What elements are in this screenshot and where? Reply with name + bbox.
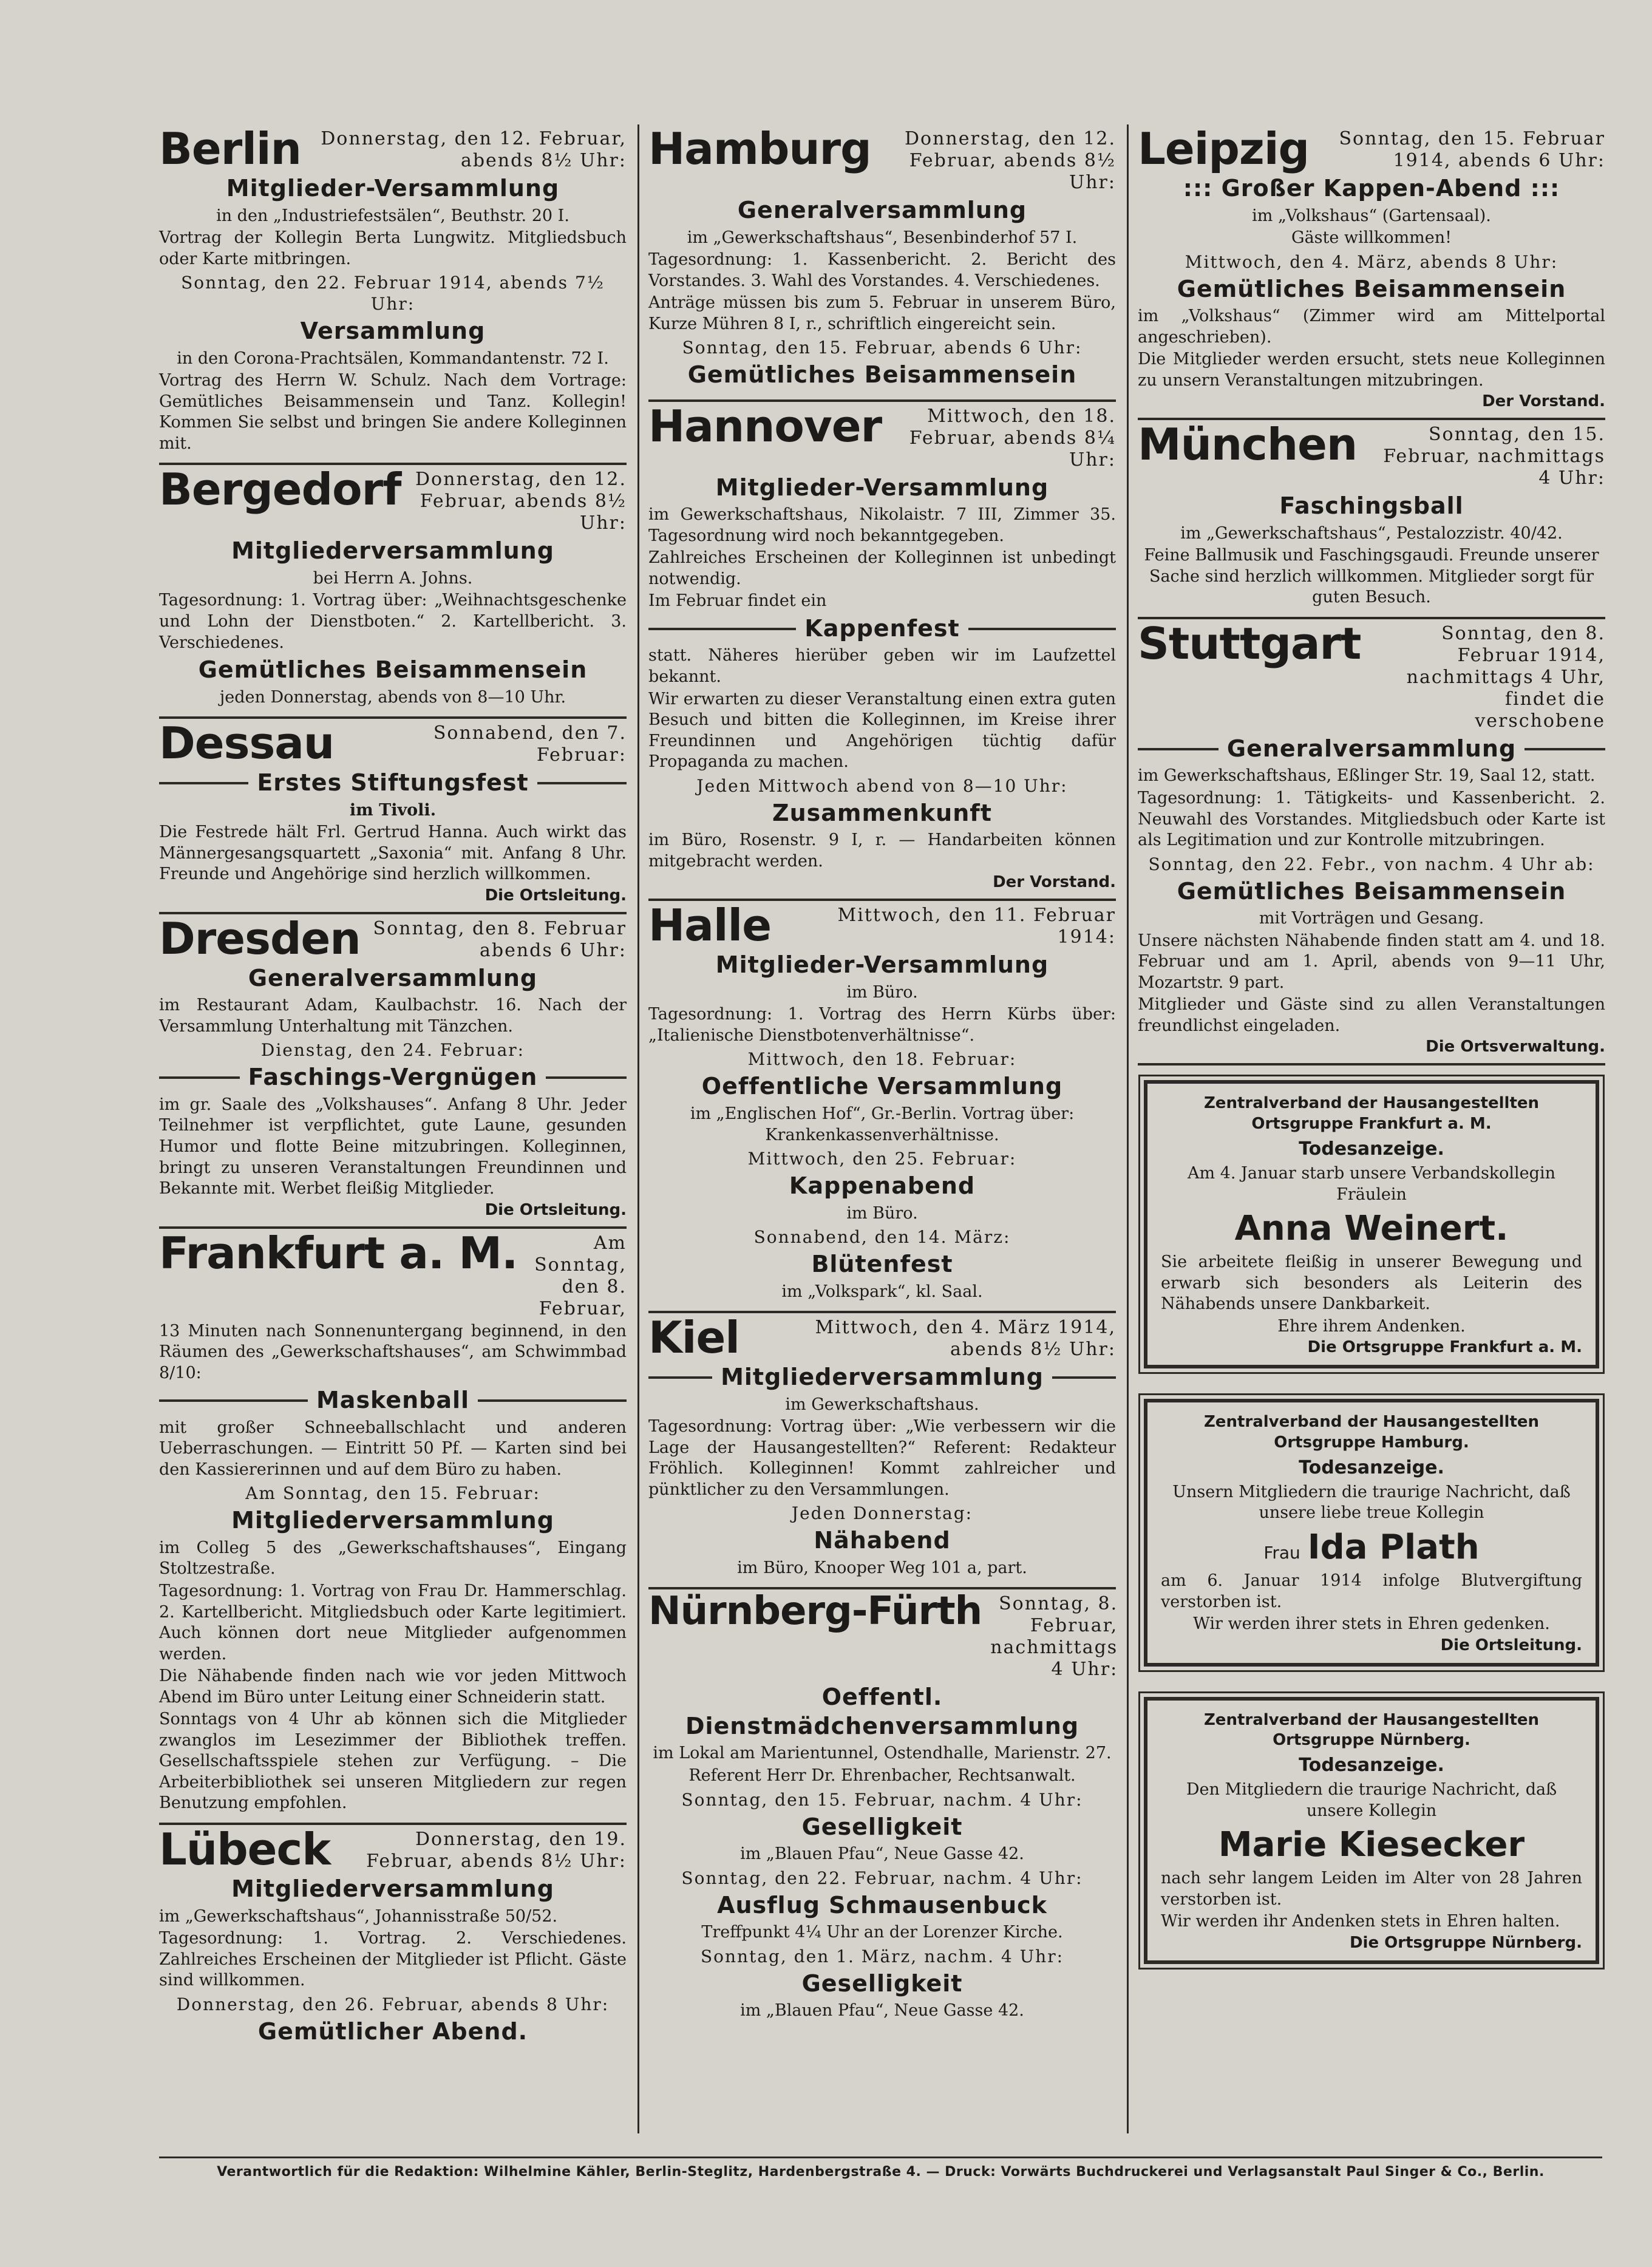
event-date: Mittwoch, den 11. Februar 1914:	[837, 905, 1116, 948]
event-text: statt. Näheres hierüber geben wir im Laufzettel bekannt.	[648, 646, 1116, 687]
event-date: Donnerstag, den 19. Februar, abends 8½ Uhr:	[366, 1829, 627, 1872]
event-venue: in den „Industriefestsälen“, Beuthstr. 20 I.	[216, 206, 569, 225]
event-title: Mitgliederversammlung	[231, 1507, 554, 1534]
event-title-text: Kappenfest	[804, 614, 960, 642]
obituary-prefix: Frau	[1263, 1543, 1300, 1563]
event-title	[648, 614, 1116, 644]
event-text: Die Mitglieder werden ersucht, stets neue Kolleginnen zu unsern Veranstaltungen mitzubringen.	[1138, 350, 1605, 390]
column-right	[1138, 124, 1605, 2133]
event-date: Sonntag, 8. Februar, nachmittags 4 Uhr:	[990, 1593, 1118, 1681]
event-title: Gemütlicher Abend.	[257, 2017, 528, 2045]
obituary-intro: Am 4. Januar starb unsere Verbandskollegin Fräulein	[1188, 1164, 1555, 1204]
event-text: Referent Herr Dr. Ehrenbacher, Rechtsanwalt.	[688, 1766, 1076, 1785]
signature: Die Ortsverwaltung.	[1426, 1038, 1605, 1056]
event-venue: im „Gewerkschaftshaus“, Pestalozzistr. 40/42.	[1180, 523, 1563, 543]
event-date: Sonntag, den 15. Februar 1914, abends 6 Uhr:	[1339, 128, 1605, 171]
city-heading: Dessau	[159, 718, 335, 769]
event-text: Tagesordnung: Vortrag über: „Wie verbessern wir die Lage der Hausangestellten?“ Referent: Redakteur Fröhlich. Kolleginnen! Kommt zahlreicher und pünktlicher zu den Versammlungen.	[648, 1417, 1116, 1499]
event-title-text: Maskenball	[316, 1387, 470, 1414]
notice-hamburg	[648, 124, 1116, 402]
event-text: Treffpunkt 4¼ Uhr an der Lorenzer Kirche.	[701, 1923, 1063, 1942]
event-venue: im „Blauen Pfau“, Neue Gasse 42.	[740, 1844, 1024, 1864]
city-heading: Berlin	[159, 123, 301, 174]
signature: Die Ortsleitung.	[484, 886, 627, 905]
obituary-label: Todesanzeige.	[1299, 1755, 1444, 1776]
event-venue: im Büro, Knooper Weg 101 a, part.	[737, 1558, 1027, 1577]
event-text: Feine Ballmusik und Faschingsgaudi. Freunde unserer Sache sind herzlich willkommen. Mitglieder sorgt für guten Besuch.	[1144, 546, 1599, 607]
event-date: Am Sonntag, den 15. Februar:	[245, 1483, 540, 1504]
event-title: Mitglieder-Versammlung	[715, 474, 1049, 501]
event-text: Tagesordnung: 1. Tätigkeits- und Kassenbericht. 2. Neuwahl des Vorstandes. Mitgliedsbuch oder Karte ist als Legitimation und zur Kontrolle mitzubringen.	[1138, 789, 1605, 850]
event-title: Zusammenkunft	[772, 799, 992, 826]
notice-hannover	[648, 402, 1116, 902]
obituary-name-row	[1161, 1528, 1582, 1567]
event-venue: im Büro.	[846, 1203, 918, 1223]
notice-dresden	[159, 914, 627, 1229]
obituary-label: Todesanzeige.	[1299, 1138, 1444, 1160]
event-date: Sonntag, den 22. Febr., von nachm. 4 Uhr ab:	[1148, 854, 1595, 874]
event-title: Mitglieder-Versammlung	[715, 951, 1049, 979]
event-date: Sonnabend, den 7. Februar:	[433, 722, 627, 766]
obituary-label: Todesanzeige.	[1299, 1456, 1444, 1478]
event-venue: im Lokal am Marientunnel, Ostendhalle, Marienstr. 27.	[653, 1744, 1112, 1763]
event-venue: in den Corona-Prachtsälen, Kommandantenstr. 72 I.	[177, 348, 609, 368]
city-heading: Nürnberg-Fürth	[648, 1589, 982, 1634]
event-date: Sonnabend, den 14. März:	[753, 1227, 1011, 1248]
event-title: Faschingsball	[1279, 492, 1464, 520]
event-date: Mittwoch, den 4. März 1914, abends 8½ Uhr:	[815, 1317, 1116, 1361]
event-text: Die Nähabende finden nach wie vor jeden Mittwoch Abend im Büro unter Leitung einer Schneiderin statt.	[159, 1667, 627, 1707]
event-text: im Büro, Rosenstr. 9 I, r. — Handarbeiten können mitgebracht werden.	[648, 831, 1116, 871]
event-date: Sonntag, den 1. März, nachm. 4 Uhr:	[700, 1946, 1064, 1966]
event-title: Blütenfest	[811, 1251, 953, 1278]
event-date: Donnerstag, den 12. Februar, abends 8½ Uhr:	[905, 128, 1116, 193]
city-heading: München	[1138, 419, 1358, 471]
event-venue: im Gewerkschaftshaus, Eßlinger Str. 19, Saal 12, statt.	[1138, 766, 1596, 786]
event-text: im gr. Saale des „Volkshauses“. Anfang 8 Uhr. Jeder Teilnehmer ist verpflichtet, gute Laune, gesunden Humor und flotte Beine mitzubringen. Kolleginnen, bringt zu unseren Veranstaltungen Freundinnen und Bekannte mit. Werbet fleißig Mitglieder.	[159, 1095, 627, 1198]
event-text: Wir erwarten zu dieser Veranstaltung einen extra guten Besuch und bitten die Kolleginnen, im Kreise ihrer Freundinnen und Angehörigen tüchtig dafür Propaganda zu machen.	[648, 689, 1116, 772]
event-title	[648, 1363, 1116, 1392]
event-title-text: Erstes Stiftungsfest	[257, 769, 529, 797]
notice-leipzig	[1138, 124, 1605, 420]
column-rule	[1127, 124, 1129, 2133]
city-heading: Leipzig	[1138, 123, 1310, 174]
event-title: Generalversammlung	[737, 197, 1027, 223]
event-title: Mitgliederversammlung	[231, 537, 554, 565]
event-date: Dienstag, den 24. Februar:	[260, 1040, 525, 1061]
event-date: Sonntag, den 15. Februar, nachm. 4 Uhr:	[681, 1789, 1083, 1810]
event-text: Mitglieder und Gäste sind zu allen Veranstaltungen freundlichst eingeladen.	[1138, 995, 1605, 1035]
event-date: Donnerstag, den 26. Februar, abends 8 Uhr:	[176, 1994, 610, 2014]
event-date: Mittwoch, den 4. März, abends 8 Uhr:	[1185, 251, 1559, 272]
event-title: Gemütliches Beisammensein	[687, 361, 1077, 389]
city-heading: Stuttgart	[1138, 617, 1361, 669]
event-venue: im Tivoli.	[349, 800, 437, 820]
notice-bergedorf	[159, 465, 627, 719]
event-text: Tagesordnung: 1. Vortrag von Frau Dr. Hammerschlag. 2. Kartellbericht. Mitgliedsbuch oder Karte legitimiert. Auch können dort neue Mitglieder aufgenommen werden.	[159, 1582, 627, 1664]
city-heading: Bergedorf	[159, 464, 401, 515]
event-date: Am Sonntag, den 8. Februar,	[534, 1232, 627, 1319]
obituary-closing: Ehre ihrem Andenken.	[1277, 1316, 1466, 1336]
event-title: Versammlung	[300, 318, 486, 345]
obituary-text: Sie arbeitete fleißig in unserer Bewegung und erwarb sich besonders als Leiterin des Nähabends unsere Dankbarkeit.	[1161, 1252, 1582, 1314]
obituary-hamburg	[1144, 1399, 1599, 1666]
city-heading: Hamburg	[648, 123, 871, 174]
event-date: Sonntag, den 8. Februar 1914, nachmittags 4 Uhr, findet die verschobene	[1406, 622, 1605, 732]
notice-nuernberg	[648, 1589, 1116, 2030]
event-venue: bei Herrn A. Johns.	[313, 568, 473, 588]
event-venue: im „Gewerkschaftshaus“, Besenbinderhof 57 I.	[687, 228, 1078, 247]
notice-stuttgart	[1138, 619, 1605, 1066]
city-heading: Lübeck	[159, 1824, 331, 1875]
event-date: Mittwoch, den 25. Februar:	[747, 1149, 1017, 1169]
event-date: Mittwoch, den 18. Februar:	[747, 1049, 1017, 1070]
footer-rule	[159, 2157, 1602, 2158]
obituary-text: nach sehr langem Leiden im Alter von 28 Jahren verstorben ist.	[1161, 1869, 1582, 1909]
event-venue: im Gewerkschaftshaus, Nikolaistr. 7 III, Zimmer 35. Tagesordnung wird noch bekanntgegeben.	[648, 505, 1116, 545]
imprint-footer: Verantwortlich für die Redaktion: Wilhelmine Kähler, Berlin-Steglitz, Hardenbergstraße 4. — Druck: Vorwärts Buchdruckerei und Verlagsanstalt Paul Singer & Co., Berlin.	[217, 2164, 1545, 2180]
event-venue: im „Englischen Hof“, Gr.-Berlin. Vortrag über: Krankenkassenverhältnisse.	[690, 1104, 1075, 1144]
obituary-org: Zentralverband der Hausangestellten Ortsgruppe Frankfurt a. M.	[1203, 1094, 1540, 1134]
obituary-nuernberg	[1144, 1697, 1599, 1964]
event-title: ::: Großer Kappen-Abend :::	[1183, 175, 1560, 202]
event-title-text: Faschings-Vergnügen	[248, 1064, 538, 1091]
event-text: im Restaurant Adam, Kaulbachstr. 16. Nach der Versammlung Unterhaltung mit Tänzchen.	[159, 996, 627, 1036]
event-title: Geselligkeit	[801, 1813, 963, 1840]
event-title: Mitgliederversammlung	[231, 1875, 554, 1903]
event-title: Gemütliches Beisammensein	[1177, 877, 1566, 905]
notice-kiel	[648, 1313, 1116, 1589]
notice-dessau	[159, 719, 627, 914]
obituary-org: Zentralverband der Hausangestellten Ortsgruppe Nürnberg.	[1203, 1710, 1540, 1750]
event-date: Mittwoch, den 18. Februar, abends 8¼ Uhr:	[909, 405, 1116, 471]
notice-berlin	[159, 124, 627, 465]
event-date: Jeden Mittwoch abend von 8—10 Uhr:	[696, 775, 1068, 796]
event-venue: im „Volkshaus“ (Zimmer wird am Mittelportal angeschrieben).	[1138, 307, 1605, 347]
signature: Die Ortsgruppe Frankfurt a. M.	[1307, 1338, 1582, 1357]
event-title	[1138, 735, 1605, 764]
event-title	[159, 1063, 627, 1092]
signature: Der Vorstand.	[1482, 392, 1605, 411]
event-text: Vortrag der Kollegin Berta Lungwitz. Mitgliedsbuch oder Karte mitbringen.	[159, 228, 627, 268]
event-date: Jeden Donnerstag:	[791, 1503, 973, 1524]
notice-muenchen	[1138, 420, 1605, 619]
event-title: Oeffentliche Versammlung	[701, 1073, 1063, 1100]
event-text: Im Februar findet ein	[648, 591, 827, 611]
city-heading: Frankfurt a. M.	[159, 1227, 518, 1279]
obituary-name: Marie Kiesecker	[1218, 1825, 1525, 1865]
event-text: Tagesordnung: 1. Vortrag über: „Weihnachtsgeschenke und Lohn der Dienstboten.“ 2. Kartellbericht. 3. Verschiedenes.	[159, 591, 627, 652]
city-heading: Halle	[648, 900, 772, 951]
signature: Der Vorstand.	[993, 873, 1116, 892]
event-title: Ausflug Schmausenbuck	[717, 1891, 1047, 1919]
city-heading: Dresden	[159, 913, 361, 964]
column-rule	[637, 124, 639, 2133]
event-title: Generalversammlung	[248, 964, 538, 991]
signature: Die Ortsleitung.	[1440, 1636, 1582, 1654]
obituary-frankfurt	[1144, 1080, 1599, 1368]
obituary-org: Zentralverband der Hausangestellten Ortsgruppe Hamburg.	[1203, 1413, 1540, 1452]
event-text: Die Festrede hält Frl. Gertrud Hanna. Auch wirkt das Männergesangsquartett „Saxonia“ mit. Anfang 8 Uhr. Freunde und Angehörige sind herzlich willkommen.	[159, 823, 627, 884]
event-text: mit Vorträgen und Gesang.	[1259, 909, 1484, 928]
event-date: Sonntag, den 8. Februar abends 6 Uhr:	[373, 917, 627, 961]
obituary-intro: Den Mitgliedern die traurige Nachricht, daß unsere Kollegin	[1186, 1780, 1557, 1820]
event-title: Kappenabend	[789, 1172, 976, 1200]
event-text: mit großer Schneeballschlacht und anderen Ueberraschungen. — Eintritt 50 Pf. — Karten sind bei den Kassiererinnen und auf dem Büro zu haben.	[159, 1418, 627, 1479]
obituary-name: Anna Weinert.	[1234, 1209, 1509, 1249]
notice-luebeck	[159, 1825, 627, 2056]
event-date: Donnerstag, den 12. Februar, abends 8½ Uhr:	[321, 128, 627, 171]
notice-halle	[648, 901, 1116, 1313]
event-venue: im „Volkshaus“ (Gartensaal).	[1252, 206, 1491, 225]
obituary-intro: Unsern Mitgliedern die traurige Nachricht, daß unsere liebe treue Kollegin	[1172, 1482, 1571, 1523]
event-venue: im Büro.	[846, 982, 918, 1002]
event-text: Tagesordnung: 1. Vortrag des Herrn Kürbs über: „Italienische Dienstbotenverhältnisse“.	[648, 1005, 1116, 1045]
event-text: Tagesordnung: 1. Kassenbericht. 2. Bericht des Vorstandes. 3. Wahl des Vorstandes. 4. Verschiedenes.	[648, 250, 1116, 290]
event-venue: im Gewerkschaftshaus.	[785, 1395, 979, 1414]
obituary-text: am 6. Januar 1914 infolge Blutvergiftung verstorben ist.	[1161, 1571, 1582, 1611]
event-venue: im „Volkspark“, kl. Saal.	[781, 1282, 983, 1301]
obituary-name: Ida Plath	[1307, 1528, 1480, 1567]
event-date: Sonntag, den 15. Februar, abends 6 Uhr:	[682, 338, 1083, 358]
event-text: Zahlreiches Erscheinen der Kolleginnen ist unbedingt notwendig.	[648, 548, 1116, 588]
event-text: Sonntags von 4 Uhr ab können sich die Mitglieder zwanglos im Lesezimmer der Bibliothek treffen. Gesellschaftsspiele stehen zur Verfügung. – Die Arbeiterbibliothek sei unseren Mitgliedern zur regen Benutzung empfohlen.	[159, 1710, 627, 1813]
event-date: Sonntag, den 15. Februar, nachmittags 4 Uhr:	[1383, 424, 1605, 489]
signature: Die Ortsleitung.	[484, 1200, 627, 1219]
column-middle	[648, 124, 1116, 2133]
event-title	[159, 769, 627, 798]
event-title	[159, 1386, 627, 1415]
event-date: Sonntag, den 22. Februar 1914, abends 7½ Uhr:	[181, 273, 605, 314]
event-title: Mitglieder-Versammlung	[226, 175, 560, 202]
event-title: Nähabend	[814, 1527, 951, 1554]
event-text: jeden Donnerstag, abends von 8—10 Uhr.	[219, 687, 566, 707]
event-text: Tagesordnung: 1. Vortrag. 2. Verschiedenes. Zahlreiches Erscheinen der Mitglieder ist Pflicht. Gäste sind willkommen.	[159, 1929, 627, 1990]
event-title: Oeffentl. Dienstmädchenversammlung	[685, 1684, 1079, 1739]
event-title-text: Generalversammlung	[1226, 735, 1517, 762]
notice-frankfurt	[159, 1229, 627, 1825]
signature: Die Ortsgruppe Nürnberg.	[1349, 1933, 1582, 1952]
event-title: Geselligkeit	[801, 1970, 963, 1997]
event-text: Vortrag des Herrn W. Schulz. Nach dem Vortrage: Gemütliches Beisammensein und Tanz. Kollegin! Kommen Sie selbst und bringen Sie andere Kolleginnen mit.	[159, 371, 627, 453]
event-date: Donnerstag, den 12. Februar, abends 8½ Uhr:	[415, 469, 627, 534]
event-title: Gemütliches Beisammensein	[1177, 275, 1566, 302]
event-venue: im „Blauen Pfau“, Neue Gasse 42.	[740, 2001, 1024, 2021]
obituary-closing: Wir werden ihr Andenken stets in Ehren halten.	[1161, 1912, 1560, 1931]
event-title: Gemütliches Beisammensein	[198, 656, 588, 684]
event-text: Unsere nächsten Nähabende finden statt am 4. und 18. Februar und am 1. April, abends von 9—11 Uhr, Mozartstr. 9 part.	[1138, 931, 1605, 992]
event-title-text: Mitgliederversammlung	[721, 1364, 1044, 1391]
city-heading: Hannover	[648, 400, 882, 452]
column-left	[159, 124, 627, 2133]
obituary-closing: Wir werden ihrer stets in Ehren gedenken.	[1193, 1614, 1550, 1634]
event-text: Anträge müssen bis zum 5. Februar in unserem Büro, Kurze Mühren 8 I, r., schriftlich eingereicht sein.	[648, 293, 1116, 333]
event-text: 13 Minuten nach Sonnenuntergang beginnend, in den Räumen des „Gewerkschaftshauses“, am Schwimmbad 8/10:	[159, 1321, 627, 1382]
event-venue: im „Gewerkschaftshaus“, Johannisstraße 50/52.	[159, 1906, 558, 1926]
city-heading: Kiel	[648, 1312, 739, 1364]
event-date: Sonntag, den 22. Februar, nachm. 4 Uhr:	[681, 1868, 1083, 1888]
event-venue: im Colleg 5 des „Gewerkschaftshauses“, Eingang Stoltzestraße.	[159, 1538, 627, 1579]
event-text: Gäste willkommen!	[1291, 228, 1452, 248]
